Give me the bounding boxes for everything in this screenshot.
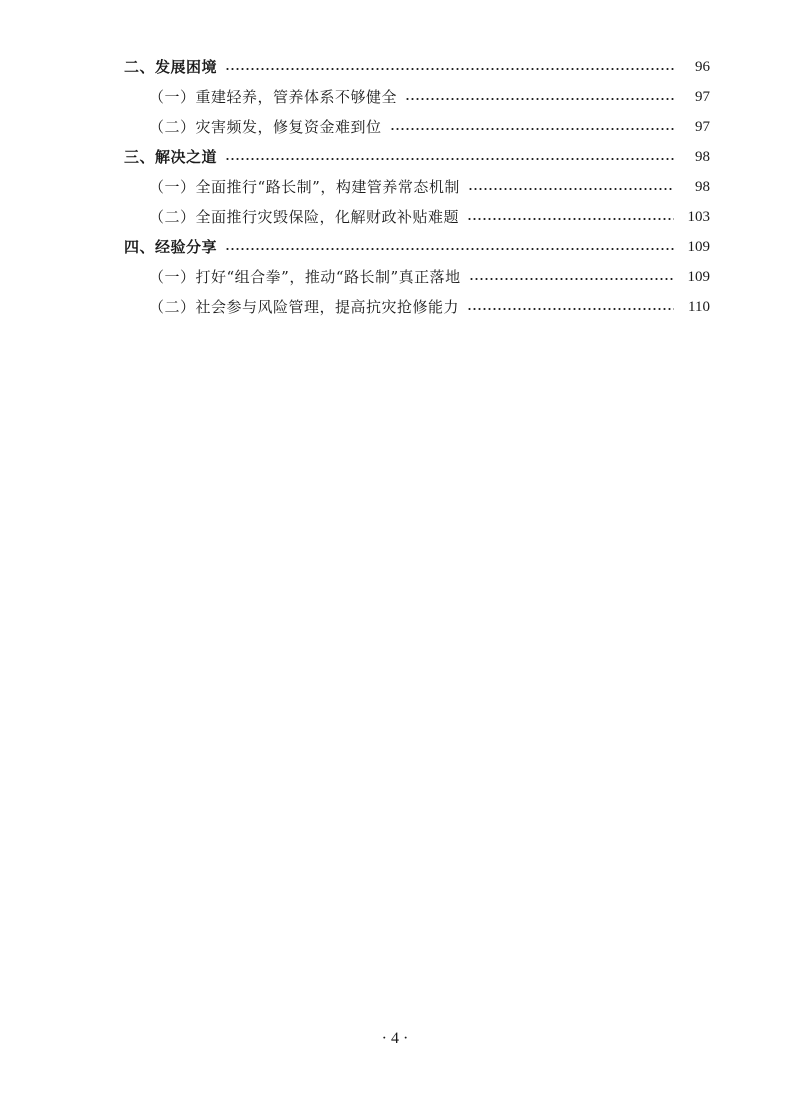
toc-entry-title: （二）社会参与风险管理，提高抗灾抢修能力 (149, 298, 460, 316)
toc-dot-leader (390, 128, 674, 130)
toc-entry-page: 98 (695, 149, 710, 165)
toc-dot-leader (405, 98, 674, 100)
toc-entry-page: 97 (695, 119, 710, 135)
toc-entry-section-2[interactable] (0, 52, 790, 82)
toc-entry-title: 三、解决之道 (124, 148, 218, 166)
toc-entry-title: 四、经验分享 (124, 238, 218, 256)
toc-entry-section-2-2[interactable] (0, 112, 790, 142)
toc-entry-section-2-1[interactable] (0, 82, 790, 112)
toc-dot-leader (467, 308, 674, 310)
toc-entry-page: 110 (688, 299, 710, 315)
toc-entry-section-3[interactable] (0, 142, 790, 172)
toc-dot-leader (225, 248, 674, 250)
toc-entry-page: 109 (687, 239, 710, 255)
toc-entry-title: （一）全面推行“路长制”，构建管养常态机制 (149, 178, 460, 196)
toc-entry-title: （二）灾害频发，修复资金难到位 (149, 118, 382, 136)
toc-entry-section-3-1[interactable] (0, 172, 790, 202)
toc-dot-leader (468, 188, 674, 190)
toc-entry-page: 109 (687, 269, 710, 285)
toc-dot-leader (469, 278, 674, 280)
toc-dot-leader (225, 68, 674, 70)
table-of-contents (0, 52, 790, 322)
page-number: · 4 · (381, 1030, 409, 1047)
toc-dot-leader (467, 218, 674, 220)
toc-entry-section-3-2[interactable] (0, 202, 790, 232)
toc-entry-title: 二、发展困境 (124, 58, 218, 76)
toc-entry-section-4[interactable] (0, 232, 790, 262)
toc-entry-page: 97 (695, 89, 710, 105)
toc-entry-section-4-1[interactable] (0, 262, 790, 292)
toc-entry-page: 98 (695, 179, 710, 195)
toc-dot-leader (225, 158, 674, 160)
toc-entry-section-4-2[interactable] (0, 292, 790, 322)
toc-entry-title: （一）打好“组合拳”，推动“路长制”真正落地 (149, 268, 461, 286)
toc-entry-page: 96 (695, 59, 710, 75)
toc-entry-title: （一）重建轻养，管养体系不够健全 (149, 88, 398, 106)
toc-entry-page: 103 (687, 209, 710, 225)
toc-entry-title: （二）全面推行灾毁保险，化解财政补贴难题 (149, 208, 460, 226)
